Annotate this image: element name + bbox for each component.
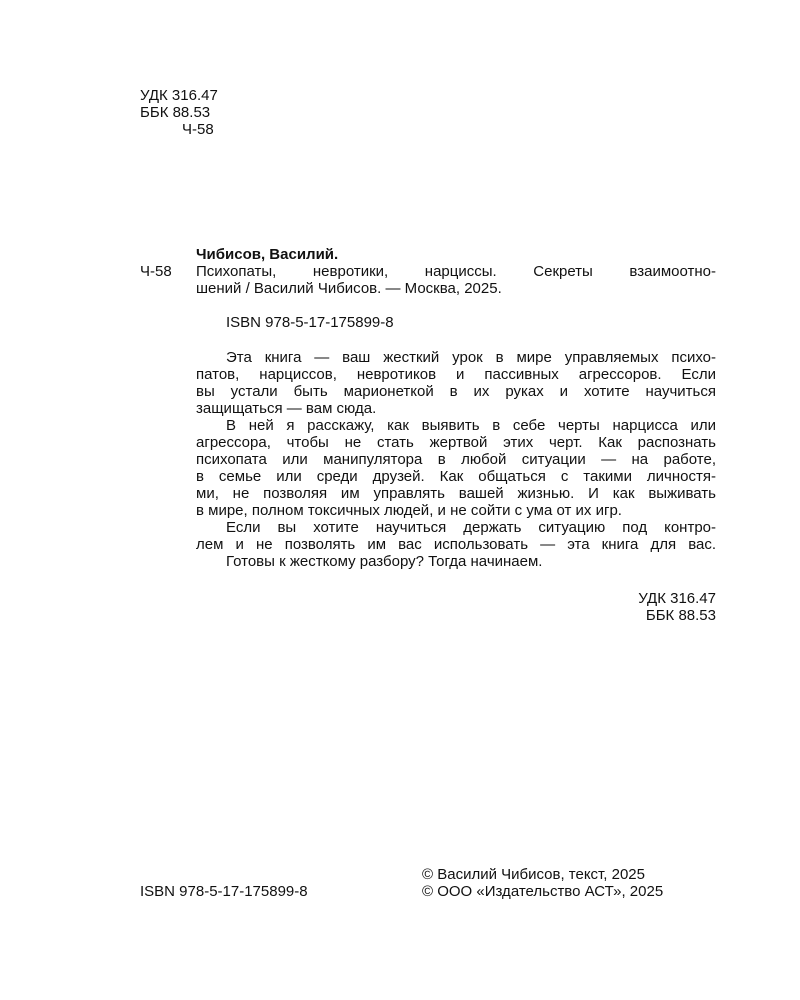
udk-code: УДК 316.47	[140, 87, 218, 104]
annotation-line: психопата или манипулятора в любой ситуации — на работе,	[196, 451, 716, 468]
bbk-index: ББК 88.53	[645, 607, 716, 624]
annotation-line: агрессора, чтобы не стать жертвой этих черт. Как распознать	[196, 434, 716, 451]
annotation-line: в мире, полном токсичных людей, и не сойти с ума от их игр.	[196, 502, 622, 519]
annotation-line: Если вы хотите научиться держать ситуацию под контро-	[226, 519, 716, 536]
annotation-line: ми, не позволяя им управлять вашей жизнью. И как выживать	[196, 485, 716, 502]
bib-author-mark: Ч-58	[140, 263, 172, 280]
bbk-code: ББК 88.53	[140, 104, 211, 121]
copyright-author: © Василий Чибисов, текст, 2025	[422, 866, 645, 883]
copyright-publisher: © ООО «Издательство АСТ», 2025	[422, 883, 664, 900]
annotation-line: Готовы к жесткому разбору? Тогда начинаем.	[226, 553, 543, 570]
isbn-record: ISBN 978-5-17-175899-8	[226, 314, 394, 331]
annotation-line: в семье или среди друзей. Как общаться с такими личностя-	[196, 468, 716, 485]
annotation-line: патов, нарциссов, невротиков и пассивных агрессоров. Если	[196, 366, 716, 383]
author-heading: Чибисов, Василий.	[196, 246, 339, 263]
annotation-line: защищаться — вам сюда.	[196, 400, 377, 417]
title-line-2: шений / Василий Чибисов. — Москва, 2025.	[196, 280, 502, 297]
annotation-line: Эта книга — ваш жесткий урок в мире управляемых психо-	[226, 349, 716, 366]
udk-index: УДК 316.47	[638, 590, 716, 607]
annotation-line: вы устали быть марионеткой в их руках и хотите научиться	[196, 383, 716, 400]
author-mark: Ч-58	[182, 121, 214, 138]
title-line-1: Психопаты, невротики, нарциссы. Секреты взаимоотно-	[196, 263, 716, 280]
annotation-line: В ней я расскажу, как выявить в себе черты нарцисса или	[226, 417, 716, 434]
footer-isbn: ISBN 978-5-17-175899-8	[140, 883, 308, 900]
annotation-line: лем и не позволять им вас использовать — эта книга для вас.	[196, 536, 716, 553]
